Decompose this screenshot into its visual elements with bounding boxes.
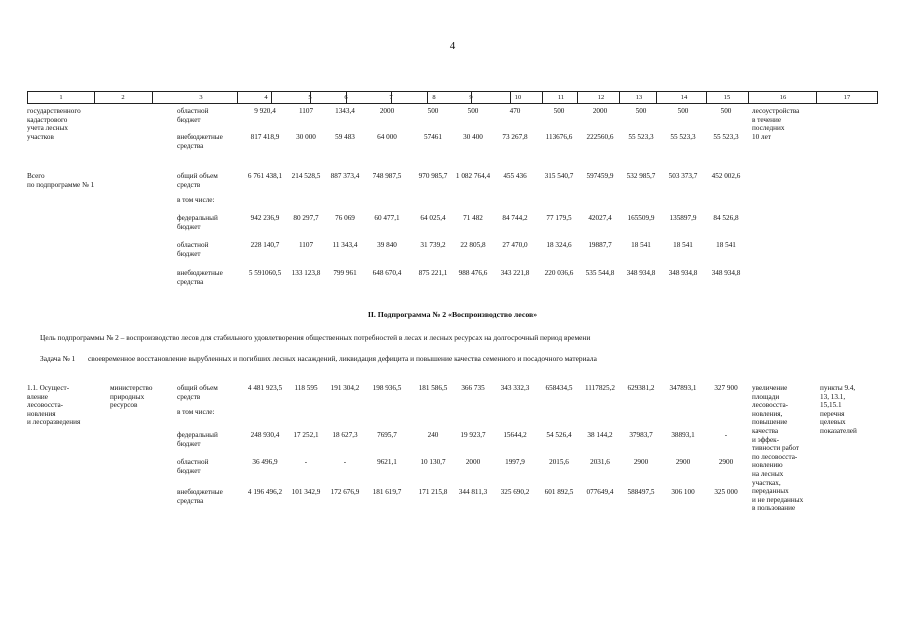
block2-value-cell: 220 036,6 <box>544 269 574 277</box>
block3-value-cell: 118 595 <box>294 384 318 392</box>
block2-value-cell: 60 477,1 <box>374 214 400 222</box>
column-divider <box>346 92 347 103</box>
block3-value-cell: 4 196 496,2 <box>247 488 283 496</box>
block1-value-cell: 817 418,9 <box>250 133 280 141</box>
column-number-13: 13 <box>635 94 643 101</box>
task-text: своевременное восстановление вырубленных и погибших лесных насаждений, ликвидация дефицита и повышение качества семенного и посадочного материала <box>88 354 597 363</box>
block1-value-cell: 222560,6 <box>586 133 614 141</box>
block1-row-label: внебюджетные средства <box>177 133 223 150</box>
column-number-11: 11 <box>557 94 565 101</box>
block2-value-cell: 39 840 <box>377 241 397 249</box>
block3-value-cell: 658434,5 <box>545 384 573 392</box>
block3-value-cell: 17 252,1 <box>293 431 319 439</box>
block2-value-cell: 84 744,2 <box>502 214 528 222</box>
block2-value-cell: 988 476,6 <box>458 269 488 277</box>
block3-row-label: в том числе: <box>177 408 215 416</box>
block3-value-cell: 10 130,7 <box>420 458 446 466</box>
block2-value-cell: 748 987,5 <box>372 172 402 180</box>
block2-value-cell: 11 343,4 <box>332 241 358 249</box>
block2-row-label: областной бюджет <box>177 241 209 258</box>
block3-value-cell: 325 000 <box>714 488 738 496</box>
block1-value-cell: 500 <box>467 107 479 115</box>
block3-value-cell: 325 690,2 <box>500 488 530 496</box>
block3-value-cell: 344 811,3 <box>458 488 488 496</box>
column-divider <box>816 92 817 103</box>
block2-value-cell: 77 179,5 <box>546 214 572 222</box>
block2-value-cell: 31 739,2 <box>420 241 446 249</box>
block3-value-cell: 2900 <box>675 458 691 466</box>
block1-value-cell: 1343,4 <box>335 107 355 115</box>
block2-value-cell: 532 985,7 <box>626 172 656 180</box>
block1-value-cell: 500 <box>427 107 439 115</box>
column-divider <box>427 92 428 103</box>
block2-value-cell: 1107 <box>298 241 314 249</box>
section-title: II. Подпрограмма № 2 «Воспроизводство лесов» <box>367 310 538 319</box>
block2-row-label: федеральный бюджет <box>177 214 218 231</box>
block1-value-cell: 500 <box>635 107 647 115</box>
block3-row-label: общий объем средств <box>177 384 218 401</box>
block3-value-cell: 171 215,8 <box>418 488 448 496</box>
block1-value-cell: 500 <box>720 107 732 115</box>
block1-row-label: областной бюджет <box>177 107 209 124</box>
column-number-12: 12 <box>597 94 605 101</box>
block2-value-cell: 348 934,8 <box>626 269 656 277</box>
block3-value-cell: 191 304,2 <box>330 384 360 392</box>
block2-value-cell: 887 373,4 <box>330 172 360 180</box>
block3-value-cell: 240 <box>427 431 439 439</box>
block1-value-cell: 30 400 <box>463 133 483 141</box>
block3-value-cell: 601 892,5 <box>544 488 574 496</box>
column-number-6: 6 <box>344 94 348 101</box>
block1-value-cell: 2000 <box>592 107 608 115</box>
block3-value-cell: - <box>304 458 308 466</box>
block3-value-cell: 366 735 <box>461 384 485 392</box>
column-number-15: 15 <box>723 94 731 101</box>
block1-value-cell: 500 <box>677 107 689 115</box>
column-divider <box>310 92 311 103</box>
block3-value-cell: 36 496,9 <box>252 458 278 466</box>
block3-value-cell: 1997,9 <box>505 458 525 466</box>
block1-value-cell: 57461 <box>424 133 442 141</box>
column-number-3: 3 <box>199 94 203 101</box>
block3-value-cell: 19 923,7 <box>460 431 486 439</box>
block1-value-cell: 500 <box>553 107 565 115</box>
block3-value-cell: 248 930,4 <box>250 431 280 439</box>
block2-value-cell: 135897,9 <box>669 214 697 222</box>
block2-value-cell: 42027,4 <box>588 214 612 222</box>
block2-value-cell: 6 761 438,1 <box>247 172 283 180</box>
block3-value-cell: 198 936,5 <box>372 384 402 392</box>
block2-value-cell: 535 544,8 <box>585 269 615 277</box>
block3-value-cell: 327 900 <box>714 384 738 392</box>
block2-value-cell: 214 528,5 <box>291 172 321 180</box>
column-number-8: 8 <box>432 94 436 101</box>
block1-value-cell: 113676,6 <box>545 133 573 141</box>
column-divider <box>94 92 95 103</box>
block2-value-cell: 452 002,6 <box>711 172 741 180</box>
column-number-2: 2 <box>121 94 125 101</box>
block2-value-cell: 133 123,8 <box>291 269 321 277</box>
block2-value-cell: 5 591060,5 <box>248 269 282 277</box>
block3-value-cell: 38 144,2 <box>587 431 613 439</box>
block3-name: 1.1. Осущест- вление лесовосста- новления и лесоразведения <box>27 384 81 427</box>
block1-note: лесоустройства в течение последних 10 лет <box>752 107 800 141</box>
block2-value-cell: 84 526,8 <box>713 214 739 222</box>
block3-points: пункты 9.4, 13, 13.1, 15,15.1 перечня целевых показателей <box>820 384 857 435</box>
block2-row-label: общий объем средств <box>177 172 218 189</box>
column-divider <box>510 92 511 103</box>
block2-value-cell: 799 961 <box>333 269 357 277</box>
block2-value-cell: 22 805,8 <box>460 241 486 249</box>
block3-row-label: внебюджетные средства <box>177 488 223 505</box>
block1-value-cell: 55 523,3 <box>713 133 739 141</box>
block3-value-cell: - <box>724 431 728 439</box>
block1-value-cell: 55 523,3 <box>670 133 696 141</box>
block2-value-cell: 18 541 <box>716 241 736 249</box>
block3-value-cell: 306 100 <box>671 488 695 496</box>
block3-value-cell: 38893,1 <box>671 431 695 439</box>
block2-value-cell: 18 541 <box>673 241 693 249</box>
block3-row-label: федеральный бюджет <box>177 431 218 448</box>
task-label: Задача № 1 <box>40 354 76 363</box>
block2-value-cell: 875 221,1 <box>418 269 448 277</box>
block2-value-cell: 597459,9 <box>586 172 614 180</box>
block1-value-cell: 470 <box>509 107 521 115</box>
block2-value-cell: 80 297,7 <box>293 214 319 222</box>
block3-value-cell: 2000 <box>465 458 481 466</box>
block2-row-label: в том числе: <box>177 196 215 204</box>
block3-value-cell: 077649,4 <box>586 488 614 496</box>
block3-value-cell: 629381,2 <box>627 384 655 392</box>
block3-value-cell: 4 481 923,5 <box>247 384 283 392</box>
block3-value-cell: 172 676,9 <box>330 488 360 496</box>
block2-value-cell: 315 540,7 <box>544 172 574 180</box>
block3-value-cell: 181 586,5 <box>418 384 448 392</box>
block3-executor: министерство природных ресурсов <box>110 384 153 410</box>
column-divider <box>237 92 238 103</box>
block1-value-cell: 64 000 <box>377 133 397 141</box>
block1-value-cell: 73 267,8 <box>502 133 528 141</box>
column-divider <box>152 92 153 103</box>
block2-value-cell: 343 221,8 <box>500 269 530 277</box>
column-header-row <box>27 91 878 104</box>
block2-value-cell: 27 470,0 <box>502 241 528 249</box>
block3-indicator: увеличение площади лесовосста- новления, повышение качества и эффек- тивности работ по лесовосста- новлению на лесных участках, переданных и не переданных в пользование <box>752 384 804 513</box>
block3-row-label: областной бюджет <box>177 458 209 475</box>
block3-value-cell: 2015,6 <box>549 458 569 466</box>
block1-name: государственного кадастрового учета лесных участков <box>27 107 81 141</box>
column-number-14: 14 <box>680 94 688 101</box>
block2-value-cell: 64 025,4 <box>420 214 446 222</box>
block3-value-cell: 9621,1 <box>377 458 397 466</box>
block2-name: Всего по подпрограмме № 1 <box>27 172 95 189</box>
block2-value-cell: 970 985,7 <box>418 172 448 180</box>
block2-value-cell: 1 082 764,4 <box>455 172 491 180</box>
page-number: 4 <box>449 40 456 52</box>
column-divider <box>656 92 657 103</box>
block2-value-cell: 76 069 <box>335 214 355 222</box>
block3-value-cell: 101 342,9 <box>291 488 321 496</box>
block3-value-cell: 7695,7 <box>377 431 397 439</box>
goal-text: Цель подпрограммы № 2 – воспроизводство лесов для стабильного удовлетворения общественных потребностей в лесах и лесных ресурсах на долгосрочный период времени <box>40 333 591 342</box>
column-number-1: 1 <box>59 94 63 101</box>
column-divider <box>271 92 272 103</box>
block1-value-cell: 55 523,3 <box>628 133 654 141</box>
block2-value-cell: 228 140,7 <box>250 241 280 249</box>
block3-value-cell: 343 332,3 <box>500 384 530 392</box>
block3-value-cell: 1117825,2 <box>584 384 615 392</box>
block3-value-cell: 37983,7 <box>629 431 653 439</box>
block1-value-cell: 9 920,4 <box>254 107 276 115</box>
block3-value-cell: 347893,1 <box>669 384 697 392</box>
column-divider <box>391 92 392 103</box>
block3-value-cell: - <box>343 458 347 466</box>
block3-value-cell: 15644,2 <box>503 431 527 439</box>
block1-value-cell: 2000 <box>379 107 395 115</box>
column-divider <box>542 92 543 103</box>
block2-value-cell: 19887,7 <box>588 241 612 249</box>
column-number-5: 5 <box>308 94 312 101</box>
block2-value-cell: 348 934,8 <box>711 269 741 277</box>
block3-value-cell: 2900 <box>633 458 649 466</box>
block1-value-cell: 1107 <box>298 107 314 115</box>
block3-value-cell: 54 526,4 <box>546 431 572 439</box>
column-number-9: 9 <box>469 94 473 101</box>
column-number-10: 10 <box>514 94 522 101</box>
column-number-17: 17 <box>843 94 851 101</box>
block2-value-cell: 18 541 <box>631 241 651 249</box>
column-divider <box>471 92 472 103</box>
block1-value-cell: 30 000 <box>296 133 316 141</box>
block2-value-cell: 348 934,8 <box>668 269 698 277</box>
block3-value-cell: 2031,6 <box>590 458 610 466</box>
column-divider <box>619 92 620 103</box>
block2-value-cell: 648 670,4 <box>372 269 402 277</box>
block1-value-cell: 59 483 <box>335 133 355 141</box>
block2-value-cell: 455 436 <box>503 172 527 180</box>
block3-value-cell: 181 619,7 <box>372 488 402 496</box>
block3-value-cell: 18 627,3 <box>332 431 358 439</box>
block3-value-cell: 588497,5 <box>627 488 655 496</box>
column-number-7: 7 <box>389 94 393 101</box>
block3-value-cell: 2900 <box>718 458 734 466</box>
column-divider <box>748 92 749 103</box>
block2-value-cell: 165509,9 <box>627 214 655 222</box>
block2-value-cell: 18 324,6 <box>546 241 572 249</box>
column-divider <box>706 92 707 103</box>
block2-value-cell: 942 236,9 <box>250 214 280 222</box>
block2-row-label: внебюджетные средства <box>177 269 223 286</box>
block2-value-cell: 71 482 <box>463 214 483 222</box>
column-divider <box>577 92 578 103</box>
block2-value-cell: 503 373,7 <box>668 172 698 180</box>
column-number-16: 16 <box>779 94 787 101</box>
column-number-4: 4 <box>264 94 268 101</box>
